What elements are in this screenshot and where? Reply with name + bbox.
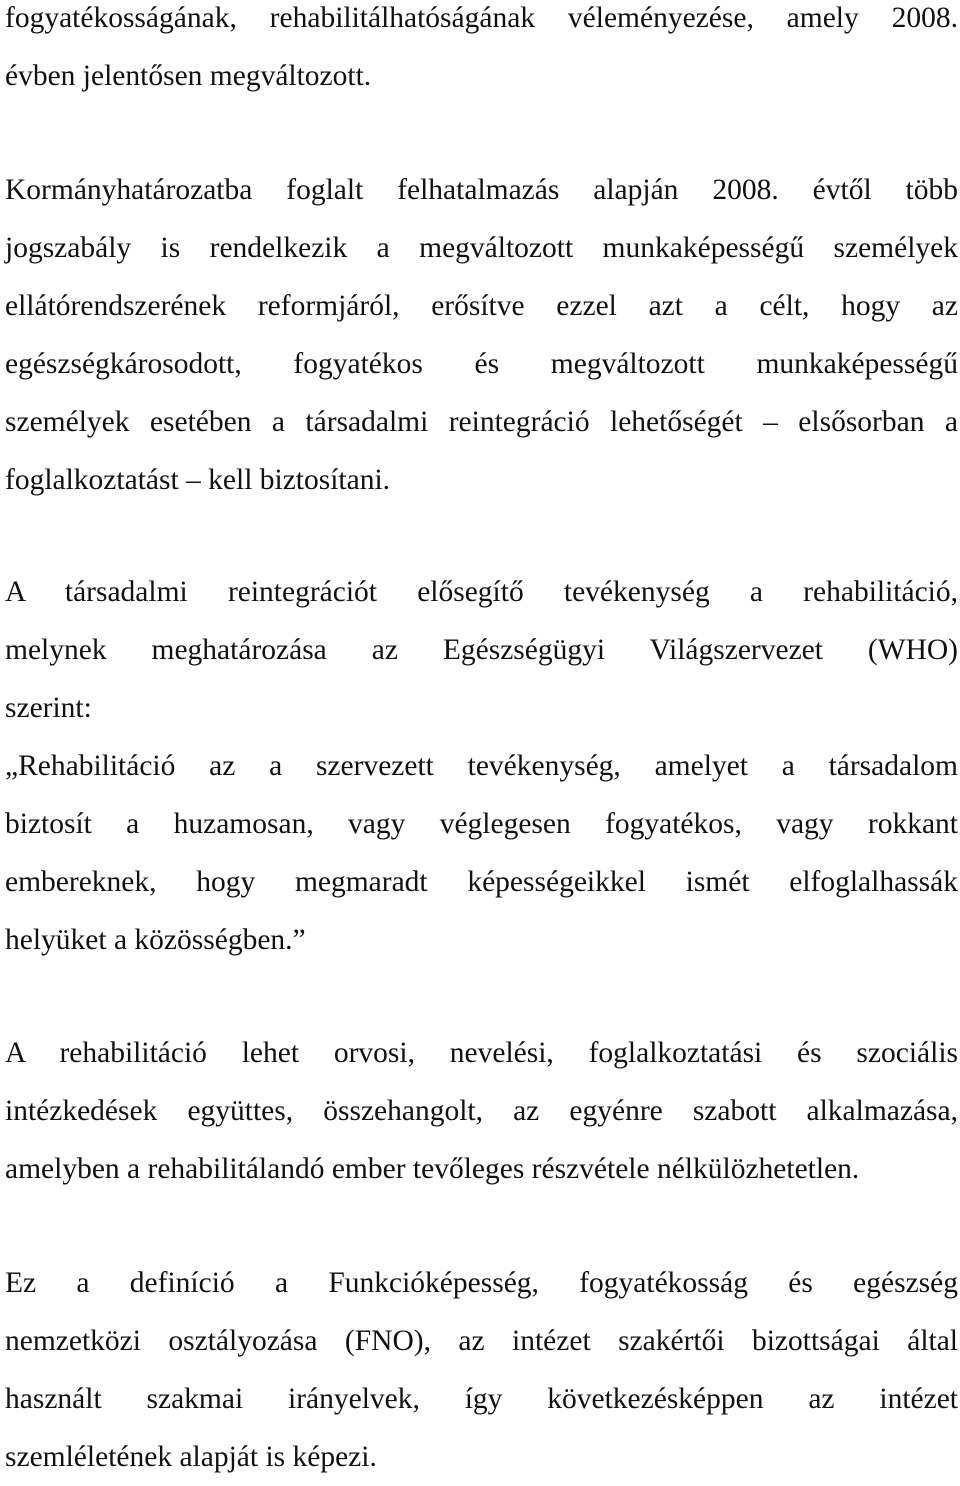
quote-line: biztosít a huzamosan, vagy véglegesen fogyatékos, vagy rokkant bbox=[5, 808, 958, 840]
text-line: melynek meghatározása az Egészségügyi Világszervezet (WHO) bbox=[5, 634, 958, 666]
text-line: személyek esetében a társadalmi reintegráció lehetőségét – elsősorban a bbox=[5, 406, 958, 438]
quote-line: embereknek, hogy megmaradt képességeikkel ismét elfoglalhassák bbox=[5, 866, 958, 898]
quote-line: „Rehabilitáció az a szervezett tevékenység, amelyet a társadalom bbox=[5, 750, 958, 782]
quote-line: helyüket a közösségben.” bbox=[5, 924, 306, 956]
text-line: A rehabilitáció lehet orvosi, nevelési, foglalkoztatási és szociális bbox=[5, 1037, 958, 1069]
text-line: egészségkárosodott, fogyatékos és megváltozott munkaképességű bbox=[5, 348, 958, 380]
text-line: Kormányhatározatba foglalt felhatalmazás alapján 2008. évtől több bbox=[5, 174, 958, 206]
paragraph-3 bbox=[5, 563, 958, 969]
text-line: intézkedések együttes, összehangolt, az egyénre szabott alkalmazása, bbox=[5, 1095, 958, 1127]
text-line: jogszabály is rendelkezik a megváltozott munkaképességű személyek bbox=[5, 232, 958, 264]
paragraph-2 bbox=[5, 161, 958, 509]
text-line: A társadalmi reintegrációt elősegítő tevékenység a rehabilitáció, bbox=[5, 576, 958, 608]
paragraph-4 bbox=[5, 1024, 958, 1198]
paragraph-1 bbox=[5, 0, 958, 105]
paragraph-5 bbox=[5, 1254, 958, 1486]
text-line: szemléletének alapját is képezi. bbox=[5, 1441, 377, 1473]
text-line: fogyatékosságának, rehabilitálhatóságának véleményezése, amely 2008. bbox=[5, 2, 958, 34]
text-line: amelyben a rehabilitálandó ember tevőleges részvétele nélkülözhetetlen. bbox=[5, 1153, 860, 1185]
text-line: évben jelentősen megváltozott. bbox=[5, 60, 372, 92]
text-line: foglalkoztatást – kell biztosítani. bbox=[5, 464, 391, 496]
text-line: Ez a definíció a Funkcióképesség, fogyatékosság és egészség bbox=[5, 1267, 958, 1299]
text-line: nemzetközi osztályozása (FNO), az intézet szakértői bizottságai által bbox=[5, 1325, 958, 1357]
text-line: szerint: bbox=[5, 692, 92, 724]
text-line: használt szakmai irányelvek, így következésképpen az intézet bbox=[5, 1383, 958, 1415]
text-line: ellátórendszerének reformjáról, erősítve ezzel azt a célt, hogy az bbox=[5, 290, 958, 322]
